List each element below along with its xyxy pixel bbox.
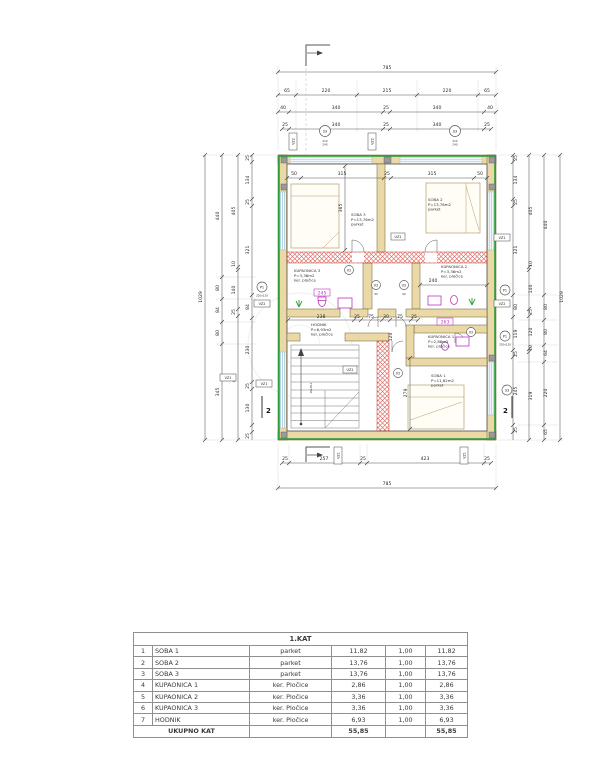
svg-text:25: 25 [514,351,519,357]
svg-text:64: 64 [544,350,549,356]
svg-text:HODNIK: HODNIK [311,322,327,327]
svg-text:80: 80 [216,330,221,336]
svg-text:VZ1: VZ1 [336,452,341,459]
svg-text:P=3,36m2: P=3,36m2 [441,268,462,274]
svg-text:P=11,82m2: P=11,82m2 [431,377,455,383]
svg-text:405: 405 [529,206,534,216]
svg-text:10: 10 [529,261,534,267]
room-label-hodnik [311,322,334,337]
svg-text:423: 423 [420,457,430,462]
bed-soba3 [291,184,339,248]
svg-text:210: 210 [452,139,458,143]
cell-coef: 1,00 [386,646,426,657]
svg-text:VZ2: VZ2 [498,302,506,307]
svg-text:P1: P1 [502,334,508,339]
table-row [134,691,468,702]
svg-text:KUPAONICA 2: KUPAONICA 2 [441,264,468,269]
cell-footer-coef [386,725,426,737]
room-label-kup1 [428,334,455,349]
svg-text:321: 321 [246,245,251,255]
svg-text:315: 315 [337,172,347,177]
svg-text:VZ2: VZ2 [370,138,375,145]
svg-text:50: 50 [477,172,483,177]
table-row [134,714,468,725]
room-label-kup2 [441,264,468,279]
svg-text:80: 80 [216,285,221,291]
svg-text:25: 25 [246,383,251,389]
svg-text:50: 50 [291,172,297,177]
cell-coef: 1,00 [386,657,426,668]
svg-text:VZ1: VZ1 [260,382,268,387]
cell-total: 3,36 [426,702,468,713]
cell-area: 13,76 [332,657,386,668]
toilet-kup2 [451,296,458,305]
svg-text:25: 25 [411,315,417,320]
cell-footer-total: 55,85 [426,725,468,737]
cell-coef: 1,00 [386,714,426,725]
svg-text:65: 65 [544,429,549,435]
svg-text:V2: V2 [373,283,379,288]
cell-footer-area: 55,85 [332,725,386,737]
svg-text:140: 140 [232,285,237,295]
svg-text:UZ1: UZ1 [394,235,402,240]
svg-text:80: 80 [544,329,549,335]
svg-text:257: 257 [319,457,329,462]
svg-text:215: 215 [382,89,392,94]
cell-total: 13,76 [426,657,468,668]
dim-soba1-height: 279 [404,388,409,398]
svg-text:75: 75 [368,315,374,320]
room-label-soba3 [351,212,375,227]
svg-text:345: 345 [216,387,221,397]
sink-kup1 [456,337,469,346]
svg-text:25: 25 [246,155,251,161]
svg-text:parket: parket [428,206,441,212]
svg-text:340: 340 [432,123,442,128]
svg-text:25: 25 [484,457,490,462]
section-label-2: 2 [266,407,271,415]
table-footer-row [134,725,468,737]
svg-text:30: 30 [383,315,389,320]
svg-text:230: 230 [246,345,251,355]
svg-text:119: 119 [514,329,519,339]
svg-text:134: 134 [246,175,251,185]
svg-text:S3: S3 [322,129,328,134]
svg-text:25: 25 [232,309,237,315]
svg-text:340: 340 [331,106,341,111]
svg-text:319: 319 [529,391,534,401]
svg-text:P=13,76m2: P=13,76m2 [351,216,375,222]
svg-text:VZ1: VZ1 [462,452,467,459]
cell-finish: parket [250,668,332,679]
cell-num: 2 [134,657,153,668]
svg-text:220: 220 [442,89,452,94]
cell-finish: ker. Pločice [250,691,332,702]
svg-text:210: 210 [322,139,328,143]
dim-left-total: 1029 [199,291,204,303]
cell-total: 2,86 [426,680,468,691]
svg-text:25: 25 [384,172,390,177]
dim-kup3-width: 245 [317,291,327,297]
svg-text:P1: P1 [259,285,265,290]
cell-room-name: KUPAONICA 1 [153,680,250,691]
svg-text:25: 25 [514,199,519,205]
bed-soba1 [408,382,464,429]
dimensions-left [198,153,276,442]
cell-room-name: SOBA 3 [153,668,250,679]
svg-text:84: 84 [246,304,251,310]
cell-room-name: HODNIK [153,714,250,725]
cell-area: 13,76 [332,668,386,679]
svg-text:440: 440 [216,211,221,221]
dim-bottom-total: 785 [382,482,392,487]
table-row [134,680,468,691]
svg-text:KUPAONICA 3: KUPAONICA 3 [294,268,321,273]
svg-text:120: 120 [529,327,534,337]
cell-coef: 1,00 [386,668,426,679]
svg-text:parket: parket [431,382,444,388]
svg-text:75: 75 [397,315,403,320]
svg-text:25: 25 [354,315,360,320]
room-label-kup3 [294,268,321,283]
svg-text:KUPAONICA 1: KUPAONICA 1 [428,334,455,339]
cell-total: 13,76 [426,668,468,679]
svg-text:238: 238 [316,315,326,320]
cell-coef: 1,00 [386,691,426,702]
svg-text:UZ1: UZ1 [346,368,354,373]
table-title: 1.KAT [134,633,468,646]
cell-total: 3,36 [426,691,468,702]
cell-room-name: KUPAONICA 3 [153,702,250,713]
svg-text:315: 315 [427,172,437,177]
svg-text:10: 10 [232,261,237,267]
staircase [291,345,359,428]
svg-text:P=3,36m2: P=3,36m2 [294,272,315,278]
svg-text:25: 25 [282,123,288,128]
table-row [134,646,468,657]
svg-text:P=6,93m2: P=6,93m2 [311,326,332,332]
cell-finish: ker. Pločice [250,702,332,713]
table-row [134,702,468,713]
dim-kup1-width: 263 [440,320,450,326]
dimensions-right [498,153,565,442]
svg-text:80: 80 [514,304,519,310]
svg-text:VZ1: VZ1 [498,236,506,241]
svg-text:220x120: 220x120 [499,342,511,347]
cell-area: 6,93 [332,714,386,725]
svg-text:240: 240 [322,142,328,147]
svg-text:340: 340 [432,106,442,111]
cell-room-name: KUPAONICA 2 [153,691,250,702]
svg-text:220: 220 [544,388,549,398]
svg-text:VZ1: VZ1 [224,376,232,381]
table-header-row [134,633,468,646]
svg-text:SOBA 2: SOBA 2 [428,197,443,202]
cell-finish: ker. Pločice [250,714,332,725]
svg-text:25: 25 [246,433,251,439]
svg-text:V2: V2 [346,268,352,273]
cell-num: 1 [134,646,153,657]
dim-kup2-width: 240 [428,279,438,284]
dim-top-total: 785 [382,66,392,71]
svg-text:P1: P1 [502,288,508,293]
cell-finish: ker. Pločice [250,680,332,691]
svg-text:40: 40 [487,106,493,111]
svg-text:240: 240 [452,142,458,147]
dim-wall: 120 [389,332,394,342]
sink-kup3 [338,298,352,308]
svg-text:25: 25 [484,123,490,128]
svg-text:V2: V2 [468,330,474,335]
svg-text:90: 90 [374,292,378,296]
sink-kup2 [428,296,441,305]
cell-footer-finish [250,725,332,737]
stair-note: 16x18,1 [309,382,313,394]
cell-num: 5 [134,691,153,702]
cell-num: 6 [134,702,153,713]
cell-num: 7 [134,714,153,725]
cell-total: 6,93 [426,714,468,725]
svg-text:ker. pločice: ker. pločice [428,343,450,349]
cell-coef: 1,00 [386,680,426,691]
cell-area: 3,36 [332,702,386,713]
svg-text:V2: V2 [401,283,407,288]
svg-text:220x120: 220x120 [256,293,268,298]
cell-finish: parket [250,657,332,668]
cell-coef: 1,00 [386,702,426,713]
svg-text:40: 40 [280,106,286,111]
svg-text:25: 25 [246,199,251,205]
svg-text:220: 220 [321,89,331,94]
svg-text:65: 65 [284,89,290,94]
cell-area: 2,86 [332,680,386,691]
room-area-table [133,632,468,738]
cell-total: 11,82 [426,646,468,657]
svg-text:245: 245 [514,386,519,396]
svg-text:321: 321 [514,245,519,255]
cell-area: 11,82 [332,646,386,657]
svg-text:130: 130 [246,403,251,413]
cell-num: 3 [134,668,153,679]
svg-text:ker. pločice: ker. pločice [311,331,333,337]
svg-text:25: 25 [514,155,519,161]
svg-text:parket: parket [351,221,364,227]
cell-area: 3,36 [332,691,386,702]
svg-text:25: 25 [360,457,366,462]
svg-text:ker. pločice: ker. pločice [441,273,463,279]
svg-text:25: 25 [383,123,389,128]
svg-text:S3: S3 [452,129,458,134]
cell-room-name: SOBA 2 [153,657,250,668]
cell-room-name: SOBA 1 [153,646,250,657]
svg-text:140: 140 [529,284,534,294]
svg-text:134: 134 [514,175,519,185]
svg-text:65: 65 [484,89,490,94]
table-row [134,668,468,679]
svg-text:VZ2: VZ2 [291,138,296,145]
dimensions-top [276,65,498,150]
cell-footer-label: UKUPNO KAT [134,725,250,737]
svg-text:340: 340 [331,123,341,128]
svg-text:80: 80 [544,304,549,310]
svg-text:25: 25 [282,457,288,462]
section-label-2: 2 [503,407,508,415]
cell-finish: parket [250,646,332,657]
svg-text:25: 25 [383,106,389,111]
svg-text:84: 84 [216,307,221,313]
svg-text:SOBA 3: SOBA 3 [351,212,366,217]
cell-num: 4 [134,680,153,691]
svg-text:90: 90 [402,292,406,296]
dim-soba3-height: 365 [339,203,344,213]
svg-text:405: 405 [232,206,237,216]
svg-text:V2: V2 [395,371,401,376]
table-row [134,657,468,668]
svg-text:SOBA 1: SOBA 1 [431,373,446,378]
svg-text:25: 25 [529,309,534,315]
svg-text:25: 25 [514,427,519,433]
svg-text:VZ2: VZ2 [258,302,266,307]
svg-text:P=2,86m2: P=2,86m2 [428,338,449,344]
svg-text:ker. pločice: ker. pločice [294,277,316,283]
svg-text:P=13,76m2: P=13,76m2 [428,201,452,207]
svg-text:440: 440 [544,220,549,230]
dim-right-total: 1029 [560,291,565,303]
svg-text:10: 10 [529,345,534,351]
svg-text:S3: S3 [504,388,510,393]
section-line-top [306,45,330,66]
